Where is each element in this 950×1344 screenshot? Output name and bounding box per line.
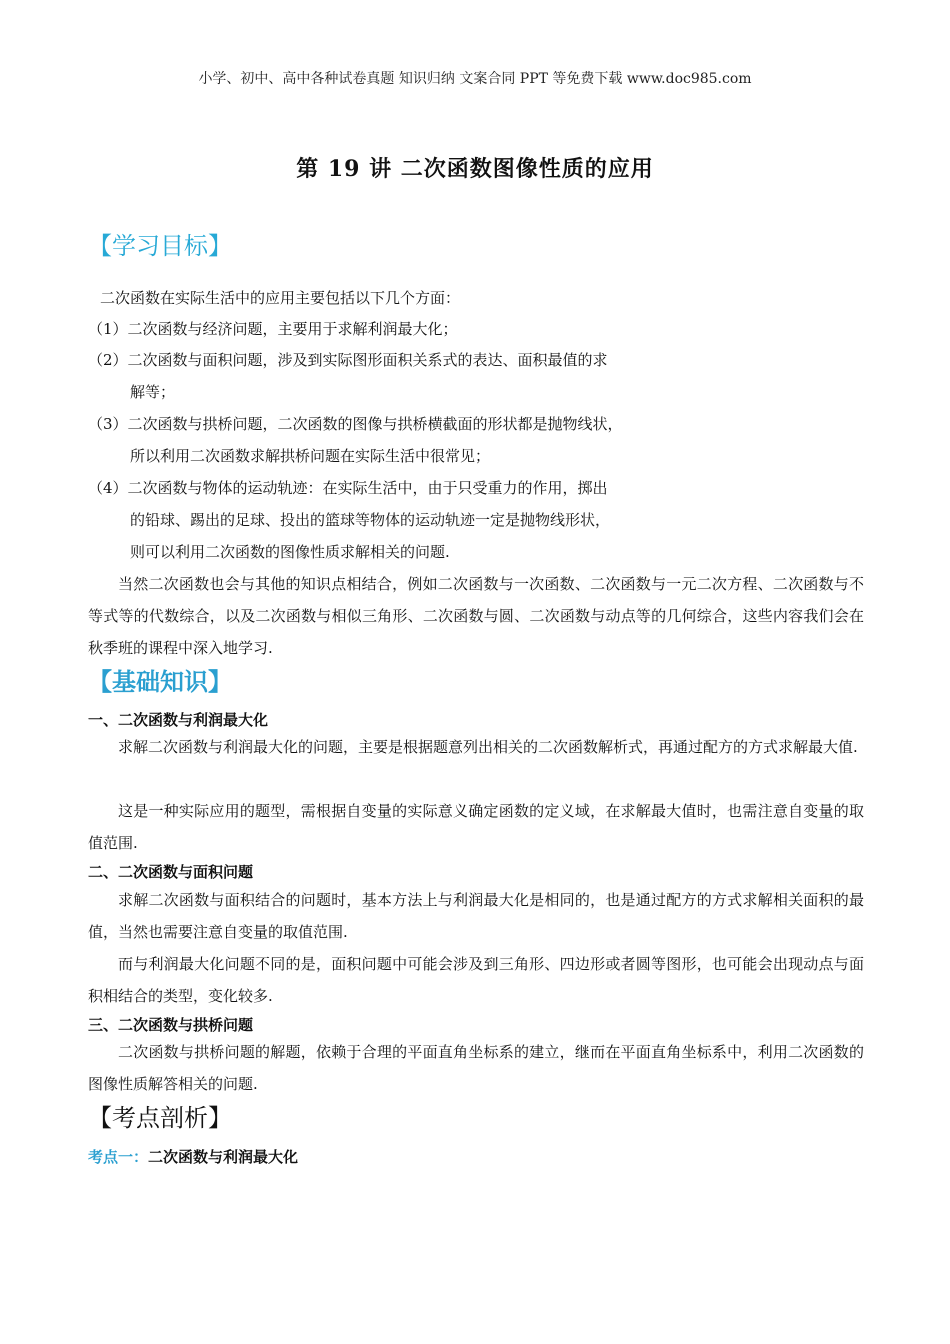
objective-item-1: （1）二次函数与经济问题，主要用于求解利润最大化； bbox=[88, 320, 458, 338]
key-point-label: 考点一： bbox=[88, 1148, 149, 1166]
basics-paragraph-2b: 而与利润最大化问题不同的是，面积问题中可能会涉及到三角形、四边形或者圆等图形，也可能会出现动点与面积相结合的类型，变化较多. bbox=[88, 955, 864, 1005]
basics-heading-1: 一、二次函数与利润最大化 bbox=[88, 711, 269, 729]
basics-heading-2: 二、二次函数与面积问题 bbox=[88, 863, 254, 881]
section-basics-heading: 【基础知识】 bbox=[88, 668, 232, 696]
basics-paragraph-2a: 求解二次函数与面积结合的问题时，基本方法上与利润最大化是相同的，也是通过配方的方式求解相关面积的最值，当然也需要注意自变量的取值范围. bbox=[88, 891, 864, 941]
key-point-1 bbox=[88, 1146, 298, 1167]
objective-item-3-cont: 所以利用二次函数求解拱桥问题在实际生活中很常见； bbox=[130, 447, 491, 465]
objective-item-4: （4）二次函数与物体的运动轨迹：在实际生活中，由于只受重力的作用，掷出 bbox=[88, 479, 608, 497]
objective-item-2-cont: 解等； bbox=[130, 383, 176, 401]
objective-item-4-cont-1: 的铅球、踢出的足球、投出的篮球等物体的运动轨迹一定是抛物线形状， bbox=[130, 511, 611, 529]
key-point-text: 二次函数与利润最大化 bbox=[148, 1148, 299, 1166]
objective-item-4-cont-2: 则可以利用二次函数的图像性质求解相关的问题. bbox=[130, 543, 450, 561]
page-header: 小学、初中、高中各种试卷真题 知识归纳 文案合同 PPT 等免费下载 www.doc985.com bbox=[198, 71, 752, 87]
basics-paragraph-1b: 这是一种实际应用的题型，需根据自变量的实际意义确定函数的定义域，在求解最大值时，也需注意自变量的取值范围. bbox=[88, 802, 864, 852]
objectives-intro: 二次函数在实际生活中的应用主要包括以下几个方面： bbox=[100, 289, 461, 307]
objective-item-2: （2）二次函数与面积问题，涉及到实际图形面积关系式的表达、面积最值的求 bbox=[88, 351, 608, 369]
objectives-summary: 当然二次函数也会与其他的知识点相结合，例如二次函数与一次函数、二次函数与一元二次方程、二次函数与不等式等的代数综合，以及二次函数与相似三角形、二次函数与圆、二次函数与动点等的几何综合，这些内容我们会在秋季班的课程中深入地学习. bbox=[88, 575, 864, 657]
basics-heading-3: 三、二次函数与拱桥问题 bbox=[88, 1016, 254, 1034]
basics-paragraph-1a: 求解二次函数与利润最大化的问题，主要是根据题意列出相关的二次函数解析式，再通过配方的方式求解最大值. bbox=[118, 738, 858, 756]
page-title: 第 19 讲 二次函数图像性质的应用 bbox=[296, 156, 654, 182]
objective-item-3: （3）二次函数与拱桥问题，二次函数的图像与拱桥横截面的形状都是抛物线状， bbox=[88, 415, 623, 433]
section-analysis-heading: 【考点剖析】 bbox=[88, 1104, 232, 1132]
section-objectives-heading: 【学习目标】 bbox=[88, 232, 232, 260]
basics-paragraph-3a: 二次函数与拱桥问题的解题，依赖于合理的平面直角坐标系的建立，继而在平面直角坐标系中，利用二次函数的图像性质解答相关的问题. bbox=[88, 1043, 864, 1093]
